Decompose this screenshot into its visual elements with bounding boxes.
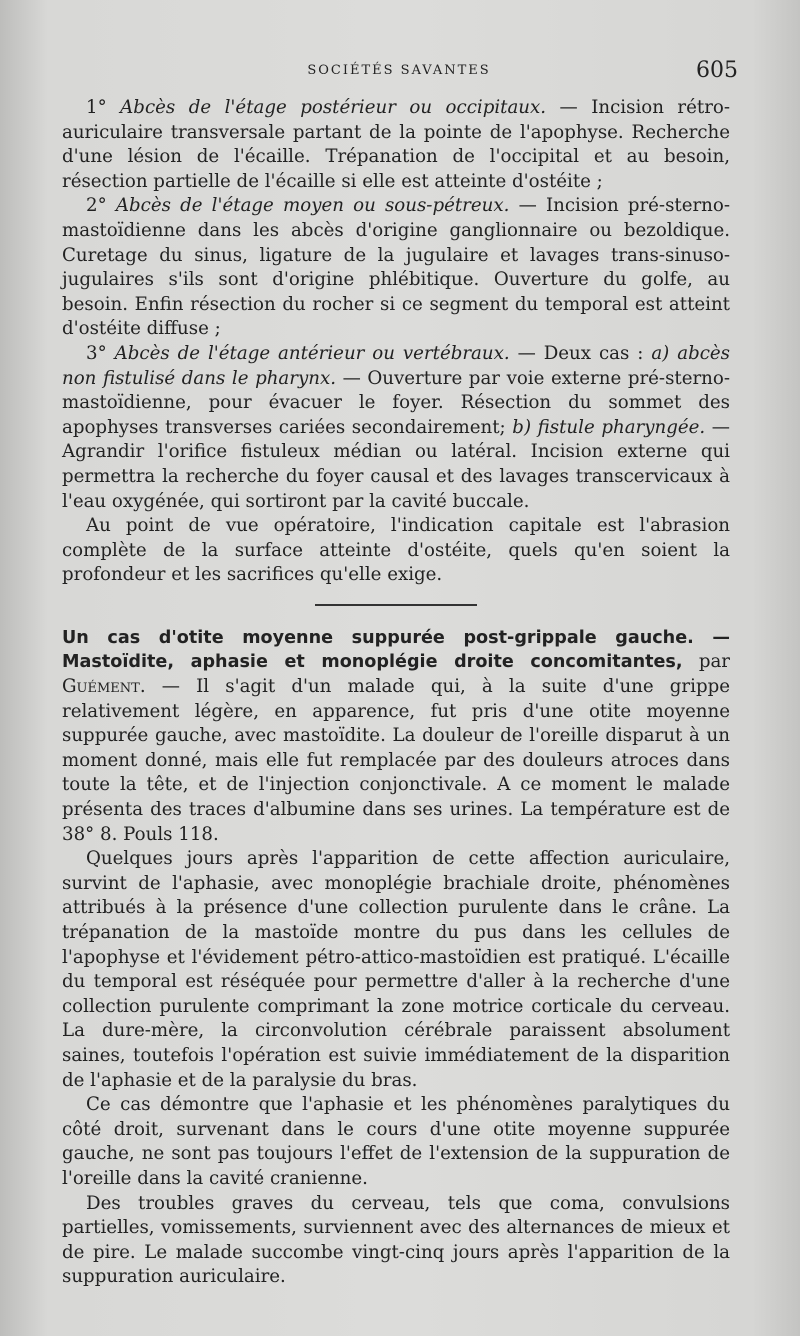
article-first-paragraph <box>62 626 730 847</box>
paragraph-item-2 <box>62 194 730 342</box>
item-subcase-b-label: b) <box>512 416 532 438</box>
page-number: 605 <box>696 58 738 83</box>
item-number: 1° <box>86 97 107 118</box>
item-text: — Deux cas : <box>509 342 652 364</box>
paragraph-conclusion: Au point de vue opératoire, l'indication capitale est l'abrasion complète de la surface atteinte d'ostéite, quels qu'en soient la profondeur et les sacrifices qu'elle exige. <box>62 515 730 586</box>
item-title: Abcès de l'étage postérieur ou occipitaux. <box>120 97 547 118</box>
article-paragraph: Quelques jours après l'apparition de cette affection auriculaire, survint de l'aphasie, avec monoplégie brachiale droite, phénomènes attribués à la présence d'une collection purulente dans le crâne. La trépanation de la mastoïde montre du pus dans les cellules de l'apophyse et l'évidement pétro-attico-mastoïdien est pratiqué. L'écaille du temporal est réséquée pour permettre d'aller à la recherche d'une collection purulente comprimant la zone motrice corticale du cerveau. La dure-mère, la circonvolution cérébrale paraissent absolument saines, toutefois l'opération est suivie immédiatement de la disparition de l'aphasie et de la paralysie du bras. <box>62 848 730 1091</box>
item-number: 3° <box>86 342 107 364</box>
paragraph-item-3 <box>62 342 730 514</box>
article-paragraph: Ce cas démontre que l'aphasie et les phénomènes paralytiques du côté droit, survenant dans le cours d'une otite moyenne suppurée gauche, ne sont pas toujours l'effet de l'extension de la suppuration de l'oreille dans la cavité cranienne. <box>62 1094 730 1189</box>
page-header <box>60 60 738 90</box>
item-title: Abcès de l'étage moyen ou sous-pétreux. <box>115 195 510 217</box>
article-text: — Il s'agit d'un malade qui, à la suite d'une grippe relativement légère, en apparence, fut pris d'une otite moyenne suppurée gauche, avec mastoïdite. La douleur de l'oreille disparut à un moment donné, mais elle fut remplacée par des douleurs atroces dans toute la tête, et de l'injection conjonctivale. A ce moment le malade présenta des traces d'albumine dans ses urines. La température est de 38° 8. Pouls 118. <box>62 676 730 845</box>
item-text: — Incision pré-sterno-mastoïdienne dans les abcès d'origine ganglionnaire ou bezoldique. Curetage du sinus, ligature de la jugulaire et lavages trans-sinuso-jugulaires s'ils sont d'origine phlébitique. Ouverture du golfe, au besoin. Enfin résection du rocher si ce segment du temporal est atteint d'ostéite diffuse ; <box>62 195 730 340</box>
section-divider <box>315 604 477 606</box>
article <box>62 626 730 1290</box>
article-title: Un cas d'otite moyenne suppurée post-grippale gauche. — Mastoïdite, aphasie et monoplégie droite concomitantes, <box>62 627 730 673</box>
item-text: — Agrandir l'orifice fistuleux médian ou latéral. Incision externe qui permettra la recherche du foyer causal et des lavages transcervicaux à l'eau oxygénée, qui sortiront par la cavité buccale. <box>62 416 730 512</box>
article-paragraph: Des troubles graves du cerveau, tels que coma, convulsions partielles, vomissements, surviennent avec des alternances de mieux et de pire. Le malade succombe vingt-cinq jours après l'apparition de la suppuration auriculaire. <box>62 1192 730 1288</box>
item-number: 2° <box>86 195 107 217</box>
paragraph-item-1 <box>62 96 730 194</box>
page-body <box>62 96 730 1290</box>
item-subcase-b: fistule pharyngée. <box>531 416 706 438</box>
running-head: SOCIÉTÉS SAVANTES <box>307 63 491 78</box>
item-subcase-a: a) abcès non fistulisé dans le pharynx. <box>62 342 730 389</box>
item-text: — Incision rétro-auriculaire transversale partant de la pointe de l'apophyse. Recherche d'une lésion de l'écaille. Trépanation de l'occipital et au besoin, résection partielle de l'écaille si elle est atteinte d'ostéite ; <box>62 97 730 192</box>
article-author: Guément. <box>62 676 146 698</box>
item-text: — Ouverture par voie externe pré-sterno-mastoïdienne, pour évacuer le foyer. Résection du sommet des apophyses transverses cariées secondairement; <box>62 367 730 438</box>
article-by: par <box>682 651 730 673</box>
item-title: Abcès de l'étage antérieur ou vertébraux. <box>114 342 510 364</box>
